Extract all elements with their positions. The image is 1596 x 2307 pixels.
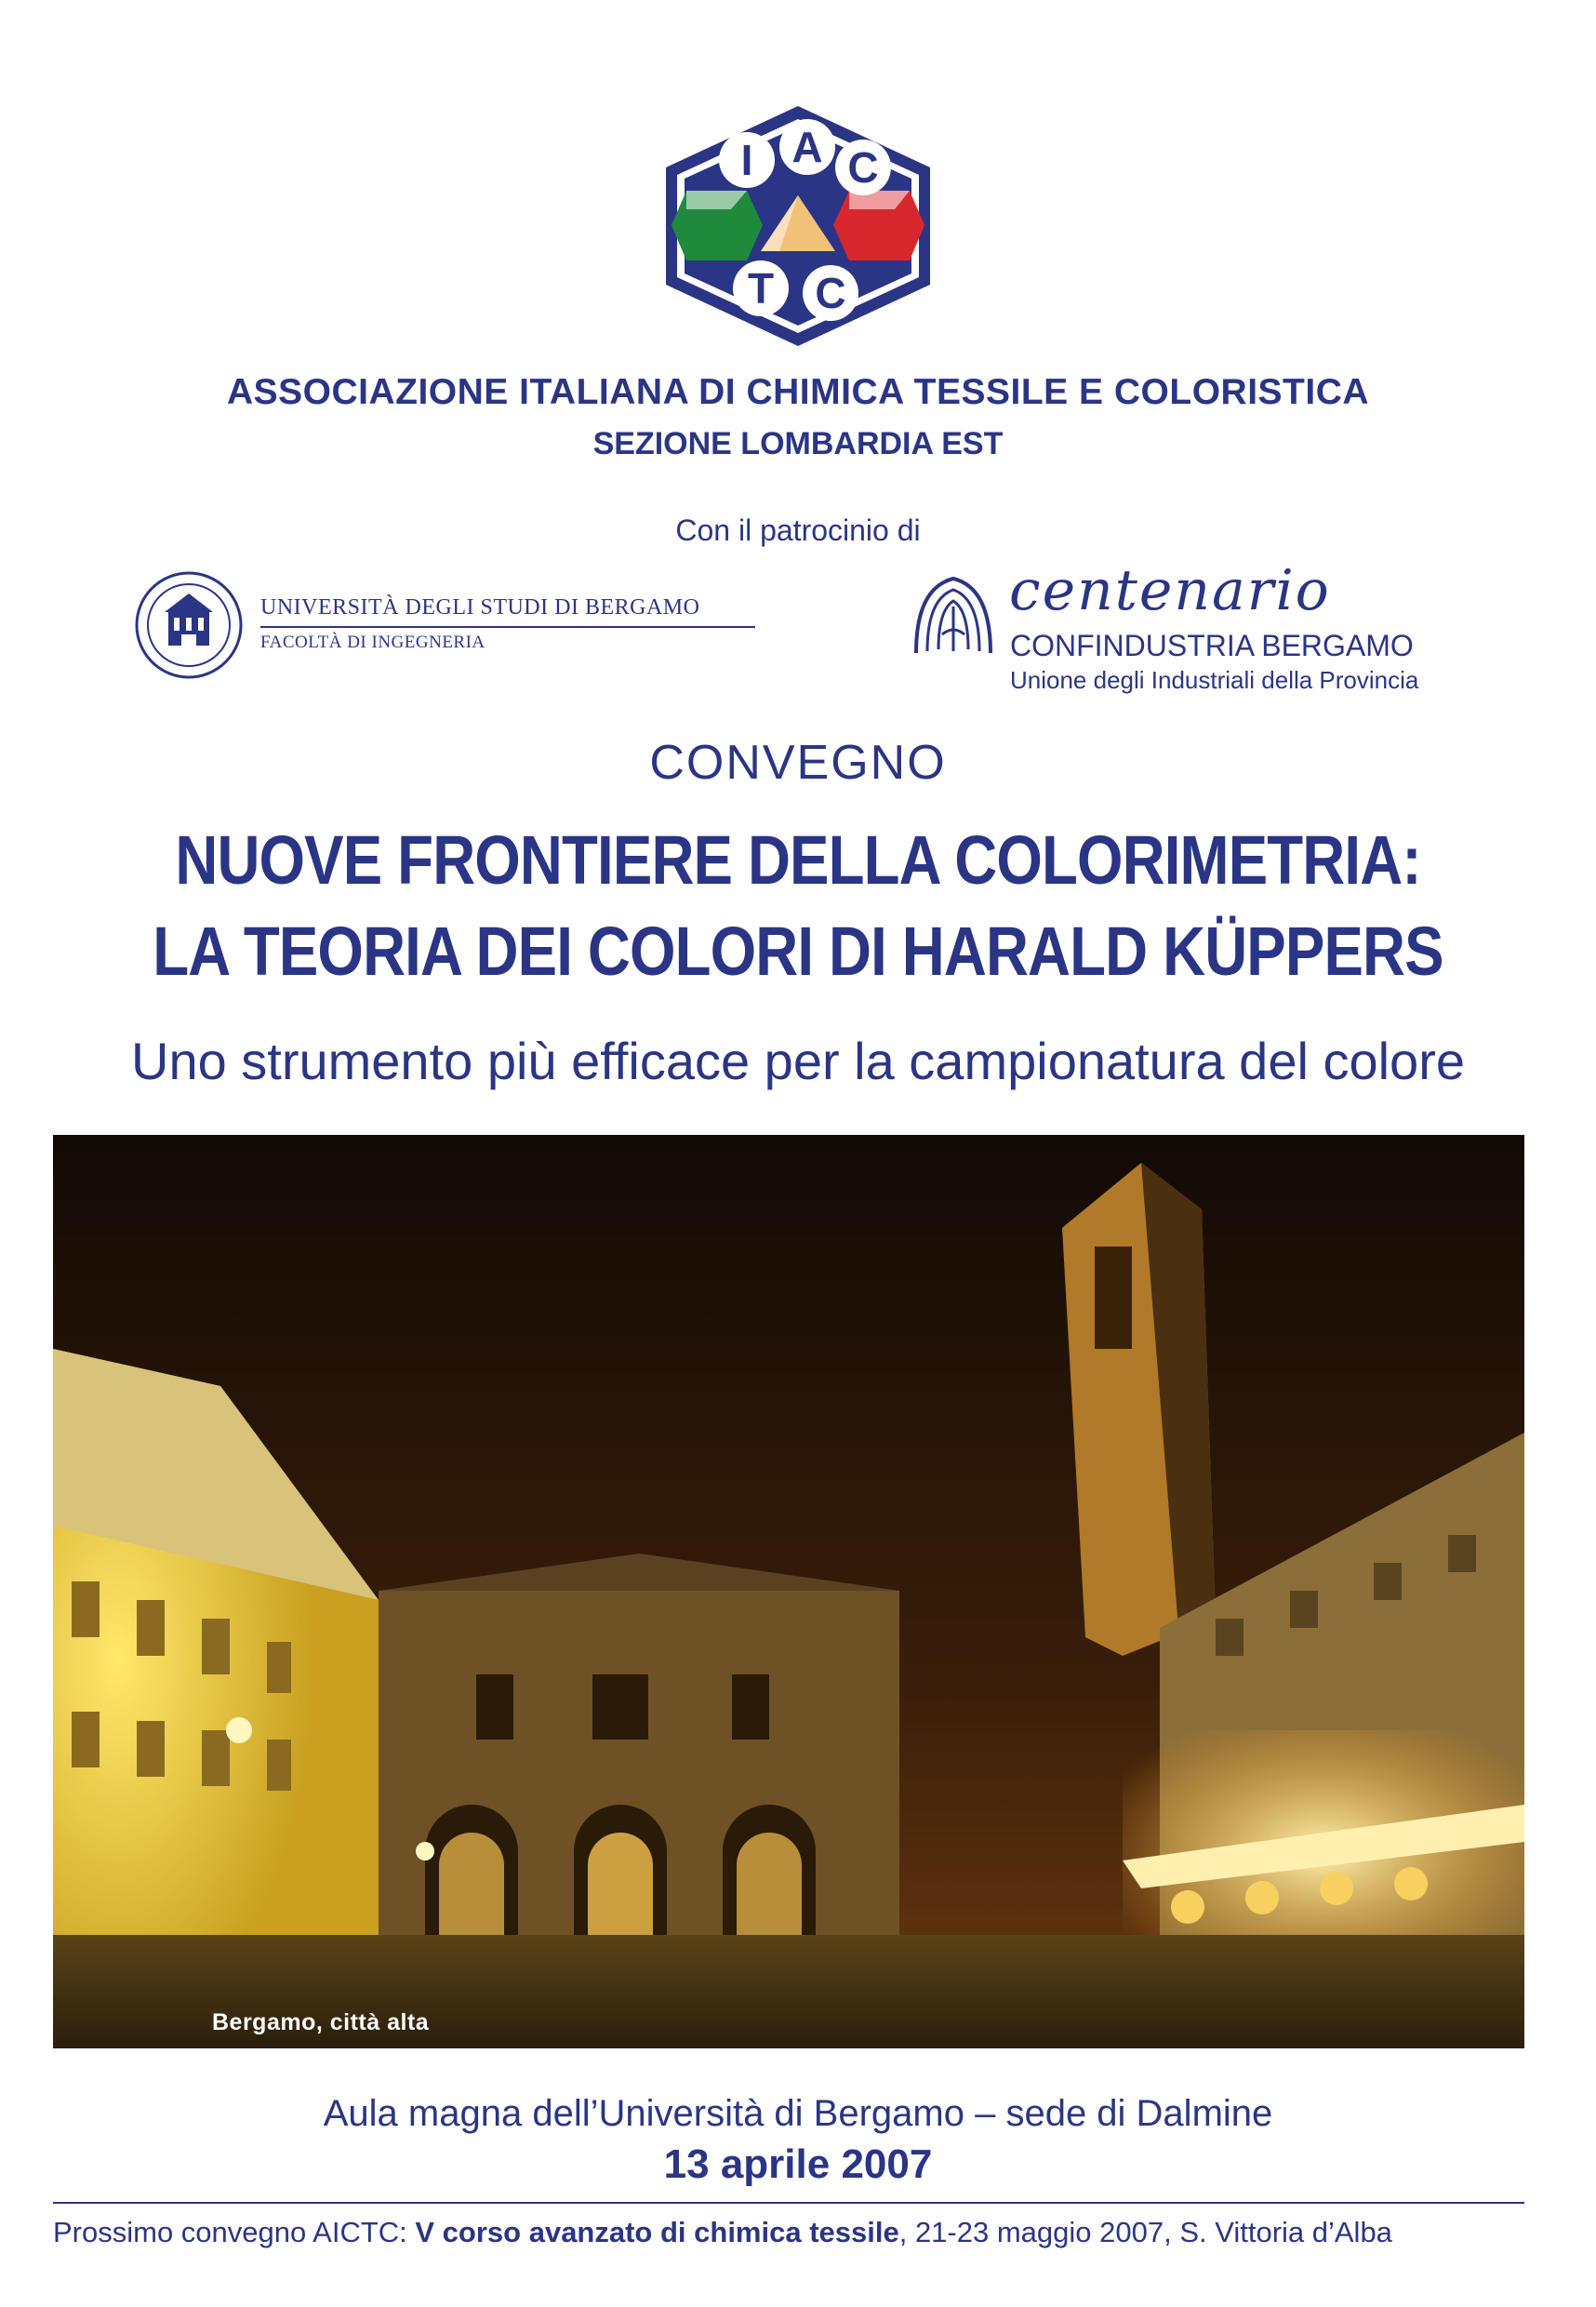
logo-letter: T	[747, 264, 775, 313]
event-venue: Aula magna dell’Università di Bergamo – sede di Dalmine	[323, 2093, 1273, 2134]
confindustria-mark-icon	[907, 569, 1000, 662]
event-subtitle: Uno strumento più efficace per la campionatura del colore	[131, 1032, 1465, 1090]
university-name: UNIVERSITÀ DEGLI STUDI DI BERGAMO	[260, 595, 700, 620]
confindustria-script: centenario	[1009, 558, 1331, 623]
logo-letter: I	[740, 136, 753, 184]
university-divider	[260, 626, 755, 628]
photo-caption: Bergamo, città alta	[212, 2009, 430, 2035]
aictc-logo	[658, 102, 938, 349]
next-event-prefix: Prossimo convegno AICTC:	[53, 2216, 416, 2248]
logo-letter: A	[791, 123, 823, 171]
footer-divider	[53, 2202, 1524, 2204]
organization-name: ASSOCIAZIONE ITALIANA DI CHIMICA TESSILE E COLORISTICA	[226, 372, 1370, 412]
university-seal-icon	[133, 569, 245, 681]
bergamo-night-photo	[53, 1135, 1524, 2048]
event-title-line-2: LA TEORIA DEI COLORI DI HARALD KÜPPERS	[153, 913, 1443, 990]
event-date: 13 aprile 2007	[663, 2141, 933, 2187]
confindustria-subtitle: Unione degli Industriali della Provincia	[1010, 666, 1419, 694]
next-event-details: , 21-23 maggio 2007, S. Vittoria d’Alba	[898, 2216, 1392, 2248]
confindustria-name: CONFINDUSTRIA BERGAMO	[1010, 629, 1414, 662]
logo-letter: C	[815, 269, 846, 317]
event-type: CONVEGNO	[649, 736, 947, 790]
event-title-line-1: NUOVE FRONTIERE DELLA COLORIMETRIA:	[175, 821, 1421, 899]
university-faculty: FACOLTÀ DI INGEGNERIA	[260, 633, 485, 652]
organization-section: SEZIONE LOMBARDIA EST	[592, 426, 1004, 461]
logo-letter: C	[847, 143, 879, 192]
next-event-note	[53, 2216, 1524, 2249]
patronage-label: Con il patrocinio di	[675, 513, 921, 547]
next-event-title: V corso avanzato di chimica tessile	[415, 2216, 899, 2248]
